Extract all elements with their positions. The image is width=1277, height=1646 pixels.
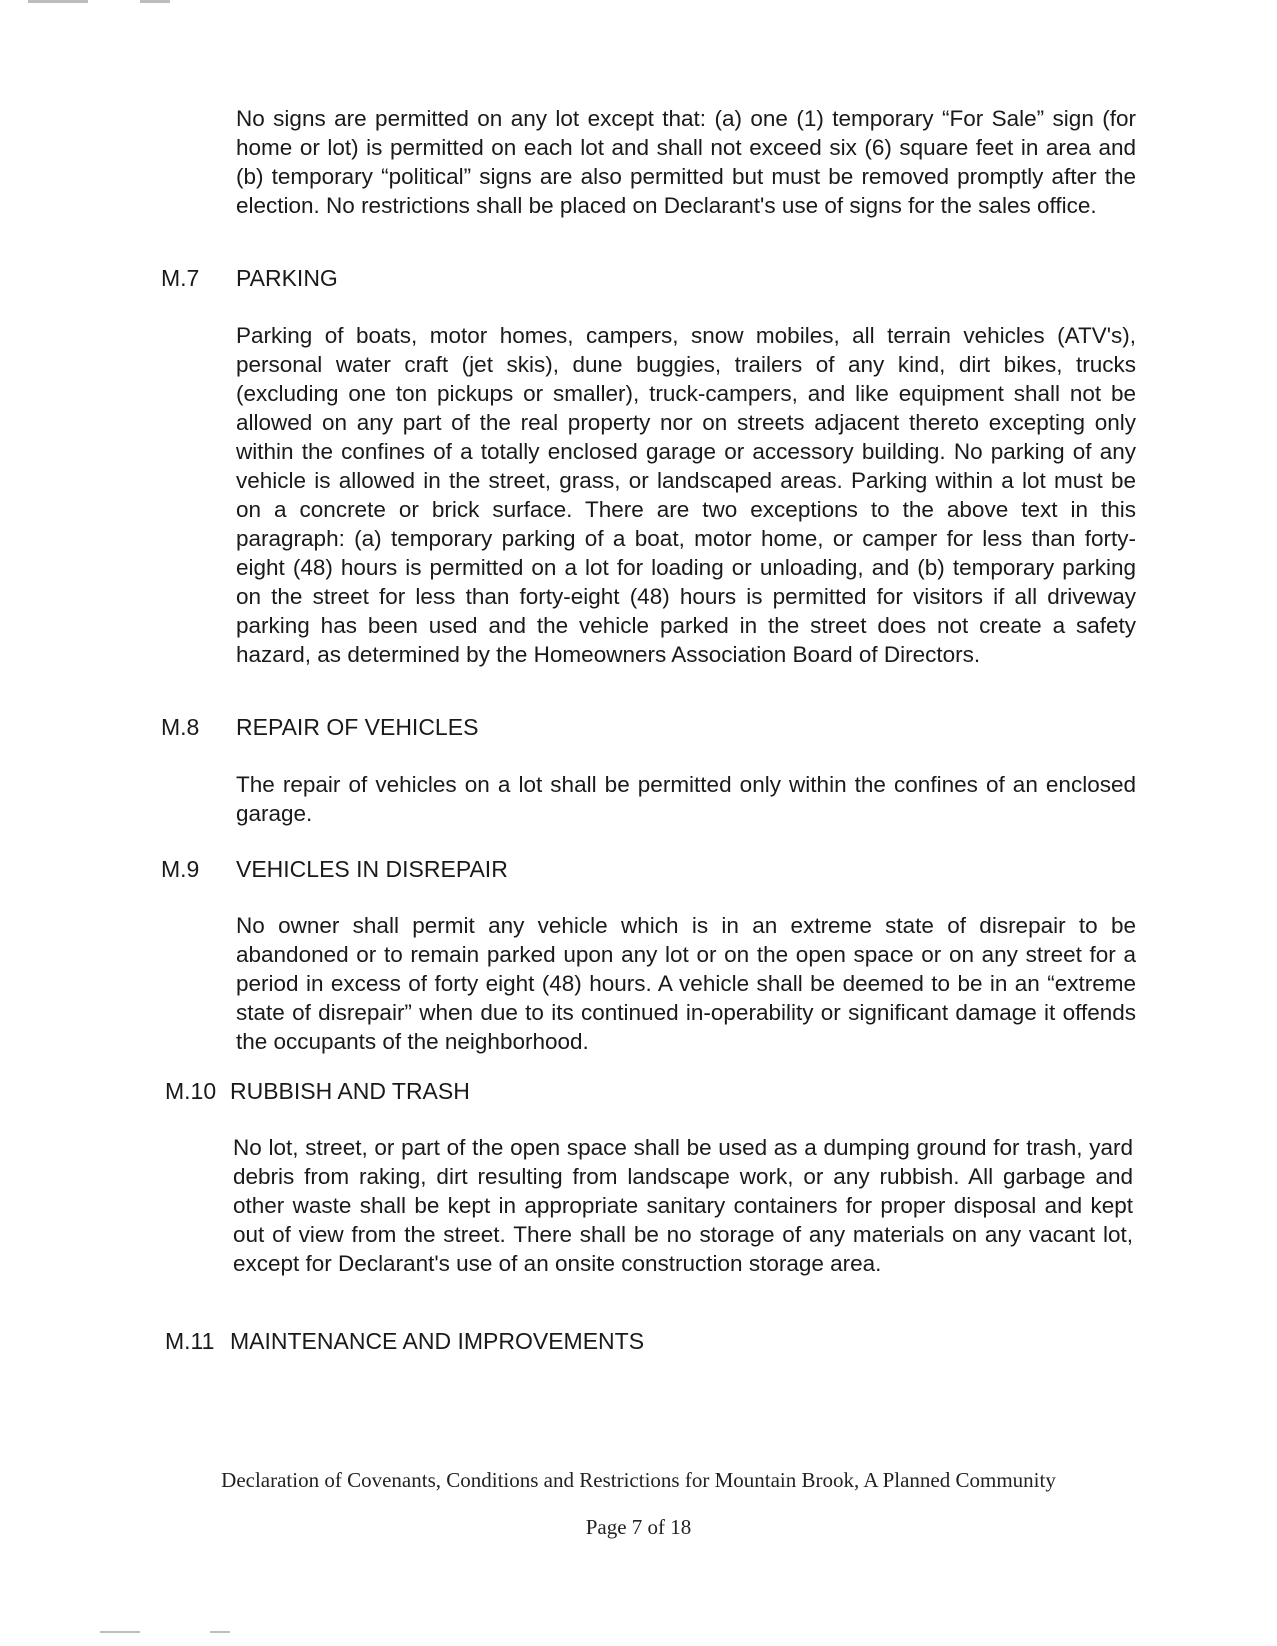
section-number: M.8 <box>161 714 200 740</box>
section-heading-m8 <box>161 713 478 742</box>
scan-artifact <box>210 1631 230 1633</box>
section-number: M.10 <box>165 1078 217 1104</box>
scan-artifact <box>140 0 170 3</box>
scan-artifact <box>100 1631 140 1633</box>
scan-artifact <box>28 0 88 3</box>
section-body-m10: No lot, street, or part of the open space shall be used as a dumping ground for trash, yard debris from raking, dirt resulting from landscape work, or any rubbish. All garbage and other waste shall be kept in appropriate sanitary containers for proper disposal and kept out of view from the street. There shall be no storage of any materials on any vacant lot, except for Declarant's use of an onsite construction storage area. <box>233 1135 1133 1276</box>
section-title: MAINTENANCE AND IMPROVEMENTS <box>230 1328 645 1354</box>
section-title: VEHICLES IN DISREPAIR <box>236 856 508 882</box>
section-number: M.9 <box>161 856 200 882</box>
section-number: M.7 <box>161 265 200 291</box>
section-heading-m10 <box>165 1077 470 1106</box>
section-heading-m9 <box>161 855 508 884</box>
section-body-m8: The repair of vehicles on a lot shall be permitted only within the confines of an enclosed garage. <box>236 772 1136 826</box>
section-title: PARKING <box>236 265 338 291</box>
footer-title: Declaration of Covenants, Conditions and Restrictions for Mountain Brook, A Planned Community <box>221 1468 1056 1492</box>
section-body-m9: No owner shall permit any vehicle which is in an extreme state of disrepair to be abandoned or to remain parked upon any lot or on the open space or on any street for a period in excess of forty eight (48) hours. A vehicle shall be deemed to be in an “extreme state of disrepair” when due to its continued in-operability or significant damage it offends the occupants of the neighborhood. <box>236 913 1136 1054</box>
page-number: Page 7 of 18 <box>585 1515 692 1539</box>
section-number: M.11 <box>165 1328 215 1354</box>
section-body-m7: Parking of boats, motor homes, campers, snow mobiles, all terrain vehicles (ATV's), personal water craft (jet skis), dune buggies, trailers of any kind, dirt bikes, trucks (excluding one ton pickups or smaller), truck-campers, and like equipment shall not be allowed on any part of the real property nor on streets adjacent thereto excepting only within the confines of a totally enclosed garage or accessory building. No parking of any vehicle is allowed in the street, grass, or landscaped areas. Parking within a lot must be on a concrete or brick surface. There are two exceptions to the above text in this paragraph: (a) temporary parking of a boat, motor home, or camper for less than forty-eight (48) hours is permitted on a lot for loading or unloading, and (b) temporary parking on the street for less than forty-eight (48) hours is permitted for visitors if all driveway parking has been used and the vehicle parked in the street does not create a safety hazard, as determined by the Homeowners Association Board of Directors. <box>236 323 1136 667</box>
section-title: RUBBISH AND TRASH <box>230 1078 470 1104</box>
section-heading-m11 <box>165 1327 644 1356</box>
section-heading-m7 <box>161 264 338 293</box>
section-title: REPAIR OF VEHICLES <box>236 714 479 740</box>
intro-paragraph: No signs are permitted on any lot except that: (a) one (1) temporary “For Sale” sign (for home or lot) is permitted on each lot and shall not exceed six (6) square feet in area and (b) temporary “political” signs are also permitted but must be removed promptly after the election. No restrictions shall be placed on Declarant's use of signs for the sales office. <box>236 106 1136 218</box>
